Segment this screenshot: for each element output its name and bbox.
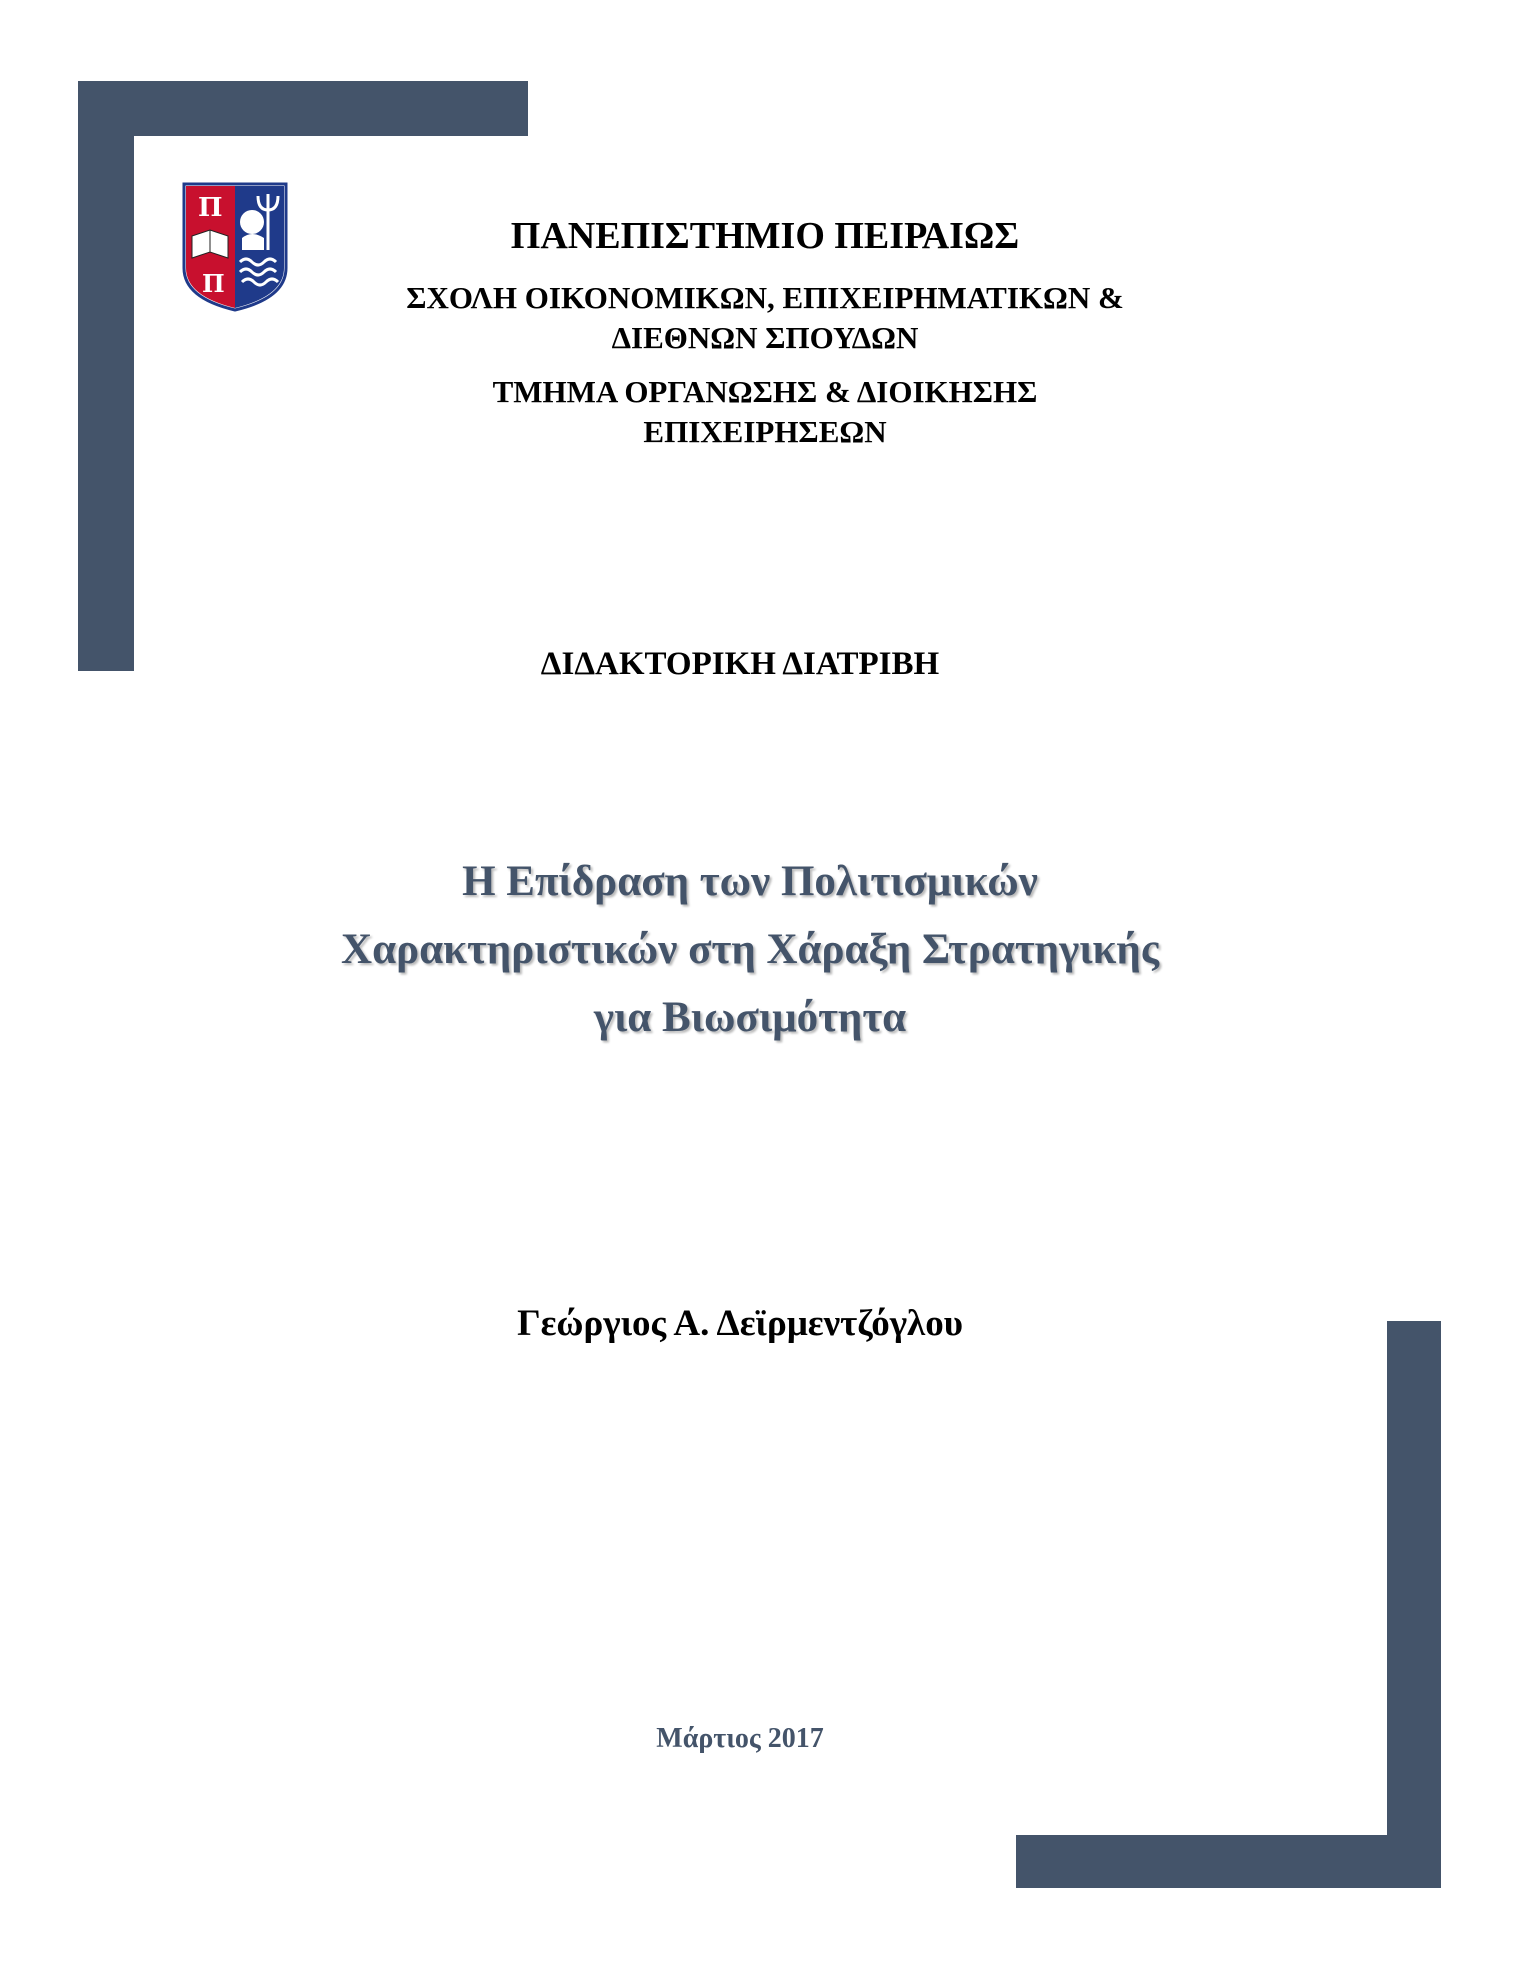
bottom-right-bracket-vertical bbox=[1387, 1321, 1441, 1888]
school-name bbox=[290, 278, 1240, 358]
top-left-bracket-horizontal bbox=[78, 81, 528, 136]
top-left-bracket-vertical bbox=[78, 81, 134, 671]
school-name-line-1: ΣΧΟΛΗ ΟΙΚΟΝΟΜΙΚΩΝ, ΕΠΙΧΕΙΡΗΜΑΤΙΚΩΝ & bbox=[406, 280, 1124, 315]
svg-text:Π: Π bbox=[198, 193, 223, 223]
document-type: ΔΙΔΑΚΤΟΡΙΚΗ ΔΙΑΤΡΙΒΗ bbox=[540, 646, 940, 682]
department-name-line-2: ΕΠΙΧΕΙΡΗΣΕΩΝ bbox=[643, 414, 887, 449]
department-name bbox=[290, 372, 1240, 452]
university-crest-icon bbox=[180, 180, 290, 312]
university-name: ΠΑΝΕΠΙΣΤΗΜΙΟ ΠΕΙΡΑΙΩΣ bbox=[510, 215, 1020, 257]
thesis-title-line-3: για Βιωσιμότητα bbox=[593, 994, 907, 1041]
bottom-right-bracket-horizontal bbox=[1016, 1835, 1441, 1888]
publication-date: Μάρτιος 2017 bbox=[656, 1723, 824, 1754]
author-name: Γεώργιος Α. Δεϊρμεντζόγλου bbox=[517, 1303, 963, 1344]
thesis-title bbox=[180, 848, 1320, 1052]
department-name-line-1: ΤΜΗΜΑ ΟΡΓΑΝΩΣΗΣ & ΔΙΟΙΚΗΣΗΣ bbox=[492, 374, 1038, 409]
thesis-title-line-2: Χαρακτηριστικών στη Χάραξη Στρατηγικής bbox=[341, 926, 1159, 973]
school-name-line-2: ΔΙΕΘΝΩΝ ΣΠΟΥΔΩΝ bbox=[611, 320, 919, 355]
thesis-title-line-1: Η Επίδραση των Πολιτισμικών bbox=[462, 858, 1038, 905]
svg-text:Π: Π bbox=[202, 269, 225, 298]
